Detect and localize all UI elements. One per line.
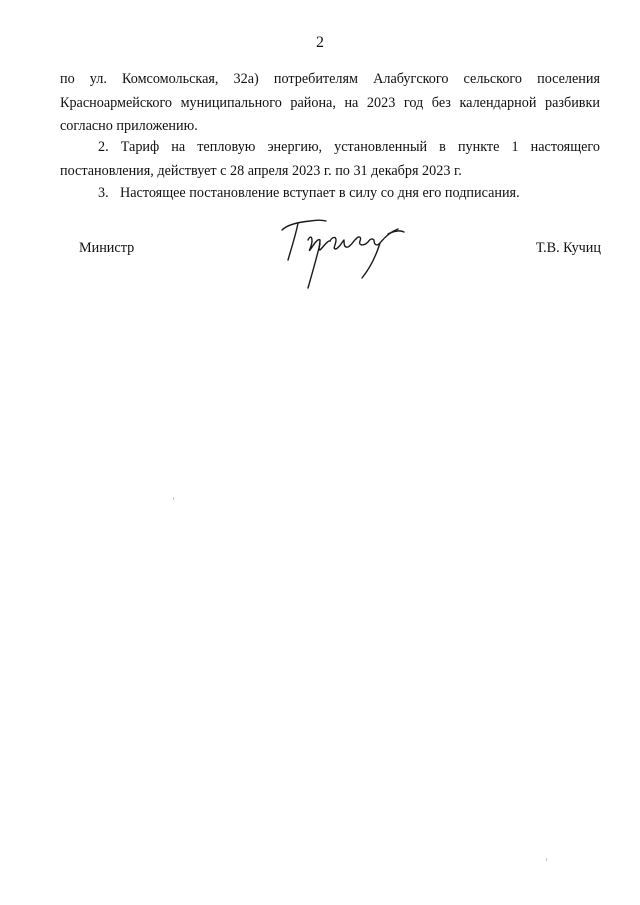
scan-speck (173, 497, 174, 500)
handwritten-signature (274, 210, 424, 295)
item-text: Настоящее постановление вступает в силу со дня его подписания. (120, 185, 520, 201)
signer-title: Министр (79, 240, 135, 256)
scan-speck (546, 858, 547, 861)
item-number: 3. (98, 185, 109, 201)
signer-name: Т.В. Кучиц (535, 240, 601, 256)
paragraph-item-2: 2. Тариф на тепловую энергию, установленный в пункте 1 настоящего постановления, действует с 28 апреля 2023 г. по 31 декабря 2023 г. (60, 139, 600, 179)
page-number: 2 (316, 34, 324, 51)
paragraph-item-3 (60, 182, 600, 206)
paragraph-continuation: по ул. Комсомольская, 32а) потребителям Алабугского сельского поселения Красноармейского муниципального района, на 2023 год без календарной разбивки согласно приложению. (60, 71, 600, 134)
